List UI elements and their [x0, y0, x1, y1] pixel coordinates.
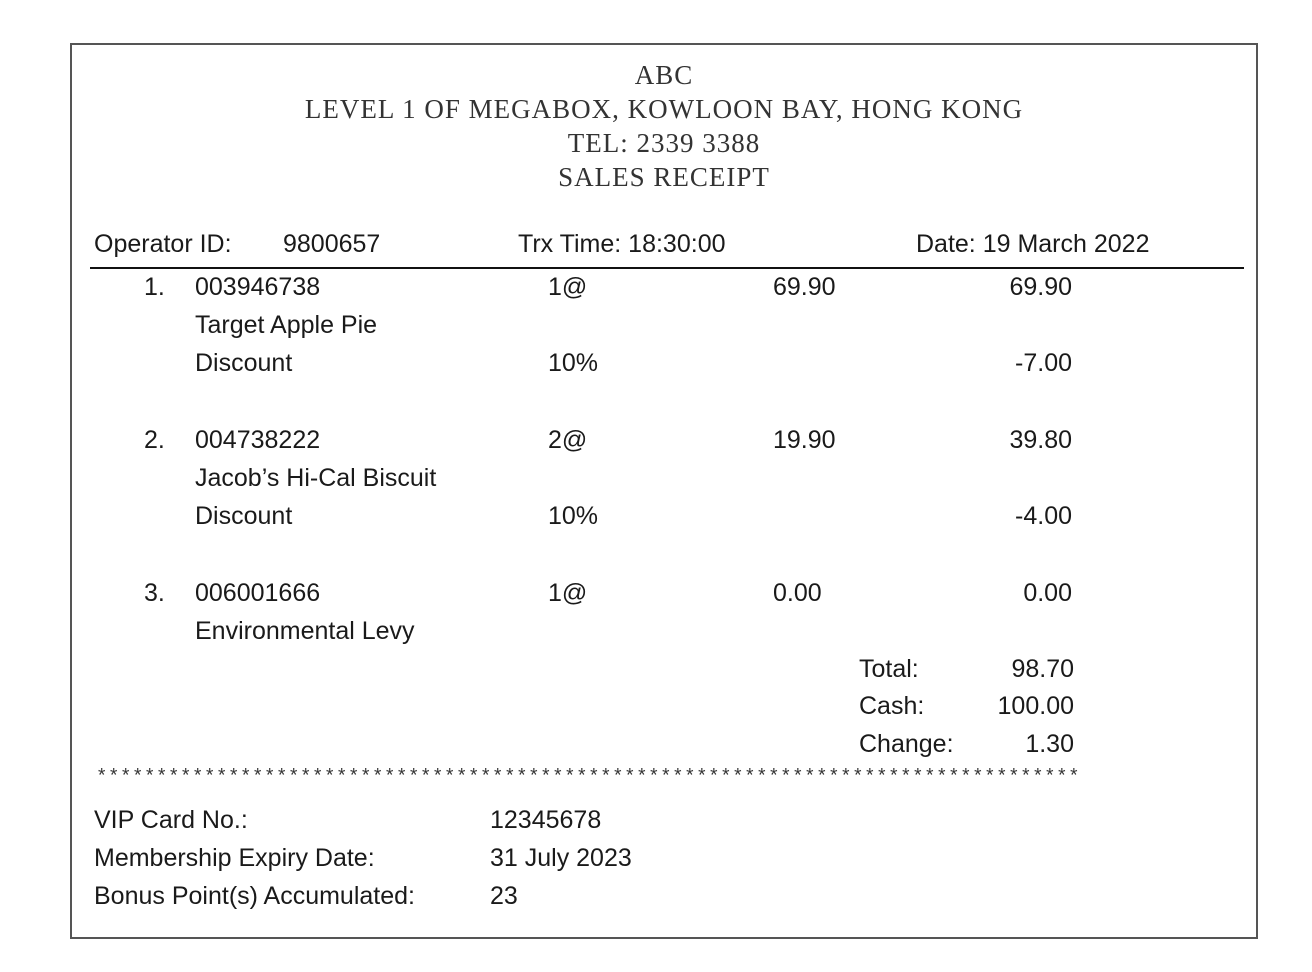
store-name: ABC	[634, 60, 694, 90]
item-code: 003946738	[195, 273, 321, 301]
store-tel: TEL: 2339 3388	[567, 128, 761, 158]
bonus-points-label: Bonus Point(s) Accumulated:	[94, 882, 415, 910]
receipt-title: SALES RECEIPT	[558, 162, 770, 192]
item-unit-price: 69.90	[773, 273, 836, 301]
bonus-points-value: 23	[490, 882, 518, 910]
item-quantity: 1@	[548, 273, 588, 301]
item-unit-price: 19.90	[773, 426, 836, 454]
vip-card-number: 12345678	[490, 806, 602, 834]
sales-receipt	[70, 43, 1258, 939]
header-rule	[90, 267, 1244, 269]
asterisk-separator: **********************************************************************************	[96, 766, 1081, 788]
receipt-date: Date: 19 March 2022	[916, 230, 1150, 258]
item-code: 006001666	[195, 579, 321, 607]
vip-card-label: VIP Card No.:	[94, 806, 248, 834]
cash-amount: 100.00	[997, 692, 1074, 720]
store-address: LEVEL 1 OF MEGABOX, KOWLOON BAY, HONG KONG	[304, 94, 1024, 124]
item-quantity: 2@	[548, 426, 588, 454]
membership-expiry-date: 31 July 2023	[490, 844, 632, 872]
discount-percent: 10%	[548, 349, 599, 377]
item-index: 1.	[144, 273, 165, 301]
membership-expiry-label: Membership Expiry Date:	[94, 844, 375, 872]
item-name: Environmental Levy	[195, 617, 415, 645]
change-amount: 1.30	[1025, 730, 1074, 758]
item-amount: 69.90	[1009, 273, 1072, 301]
operator-id: 9800657	[283, 230, 381, 258]
discount-label: Discount	[195, 349, 293, 377]
item-amount: 39.80	[1009, 426, 1072, 454]
discount-amount: -7.00	[1015, 349, 1072, 377]
item-quantity: 1@	[548, 579, 588, 607]
cash-label: Cash:	[859, 692, 925, 720]
change-label: Change:	[859, 730, 954, 758]
item-amount: 0.00	[1023, 579, 1072, 607]
item-name: Target Apple Pie	[195, 311, 378, 339]
item-code: 004738222	[195, 426, 321, 454]
item-index: 3.	[144, 579, 165, 607]
total-amount: 98.70	[1011, 655, 1074, 683]
transaction-time: Trx Time: 18:30:00	[518, 230, 726, 258]
discount-label: Discount	[195, 502, 293, 530]
discount-percent: 10%	[548, 502, 599, 530]
discount-amount: -4.00	[1015, 502, 1072, 530]
operator-label: Operator ID:	[94, 230, 232, 258]
item-index: 2.	[144, 426, 165, 454]
item-name: Jacob’s Hi-Cal Biscuit	[195, 464, 437, 492]
item-unit-price: 0.00	[773, 579, 822, 607]
total-label: Total:	[859, 655, 919, 683]
